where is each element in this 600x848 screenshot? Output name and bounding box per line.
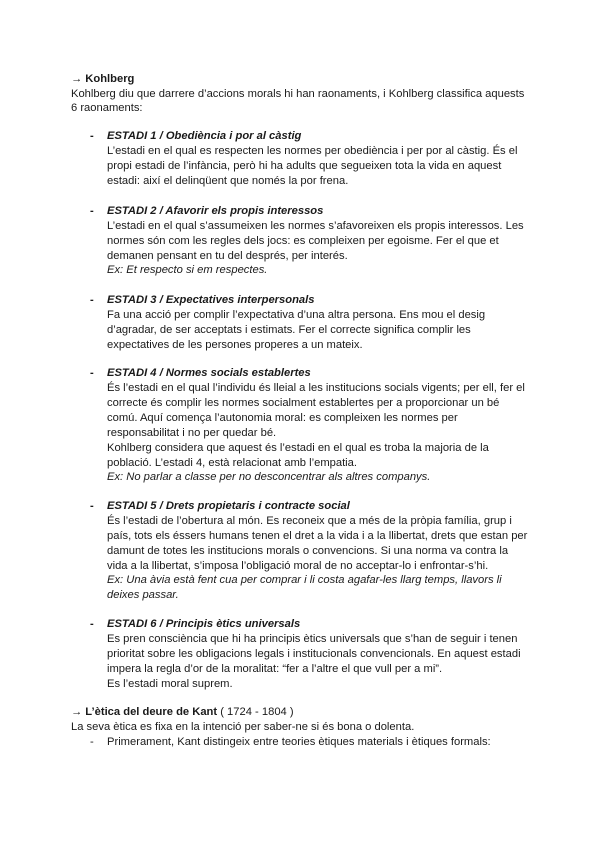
bullet-dash: - [90, 500, 94, 512]
stage-6-text: impera la regla d’or de la moralitat: “fer a l’altre el que vull per a mi”. [107, 663, 443, 675]
stage-2-title: ESTADI 2 / Afavorir els propis interessos [107, 205, 324, 217]
stage-1-text: L’estadi en el qual es respecten les normes per obediència i per por al càstig. És el [107, 145, 518, 157]
stage-2-example: Ex: Et respecto si em respectes. [107, 264, 268, 276]
stage-4-title: ESTADI 4 / Normes socials establertes [107, 367, 311, 379]
stage-4-text: població. L’estadi 4, està relacionat amb l’empatia. [107, 457, 358, 469]
bullet-dash: - [90, 205, 94, 217]
stage-1-text: estadi: així el delinqüent que només la por frena. [107, 175, 349, 187]
stage-4-example: Ex: No parlar a classe per no desconcentrar als altres companys. [107, 471, 431, 483]
stage-4-text: comú. Aquí comença l’autonomia moral: es compleixen les normes per [107, 412, 458, 424]
stage-6-text: Es pren consciència que hi ha principis ètics universals que s’han de seguir i tenen [107, 633, 518, 645]
stage-4-text: Kohlberg considera que aquest és l’estadi en el qual es troba la majoria de la [107, 442, 489, 454]
kohlberg-title: Kohlberg [85, 73, 135, 85]
stage-4-text: responsabilitat i no per quedar bé. [107, 427, 277, 439]
kant-years: ( 1724 - 1804 ) [217, 706, 294, 718]
stage-3-text: expectatives de les persones properes a un mateix. [107, 339, 363, 351]
stage-6-text: Es l’estadi moral suprem. [107, 678, 233, 690]
stage-5-text: vida a la llibertat, s’imposa l’obligació moral de no acceptar-lo i enfrontar-s’hi. [107, 560, 489, 572]
kant-item: Primerament, Kant distingeix entre teories ètiques materials i ètiques formals: [107, 736, 491, 748]
kohlberg-intro-line-1: Kohlberg diu que darrere d’accions morals hi han raonaments, i Kohlberg classifica aquests [71, 88, 525, 100]
stage-4-text: És l’estadi en el qual l’individu és lleial a les institucions socials vigents; per ell, fer el [107, 382, 525, 394]
stage-6-text: prioritat sobre les obligacions legals i institucionals convencionals. En aquest estadi [107, 648, 521, 660]
kant-heading [71, 705, 294, 720]
stage-3-text: Fa una acció per complir l’expectativa d’una altra persona. Ens mou el desig [107, 309, 486, 321]
stage-2-text: L’estadi en el qual s’assumeixen les normes s’afavoreixen els propis interessos. Les [107, 220, 524, 232]
stage-5-text: país, tots els éssers humans tenen el dret a la vida i a la llibertat, drets que estan per [107, 530, 528, 542]
stage-6-title: ESTADI 6 / Principis ètics universals [107, 618, 301, 630]
bullet-dash: - [90, 294, 94, 306]
stage-2-text: demanen pensant en tu del després, per interés. [107, 250, 348, 262]
bullet-dash: - [90, 130, 94, 142]
stage-3-text: d’agradar, de ser acceptats i estimats. Fer el correcte significa complir les [107, 324, 471, 336]
stage-4-text: correcte és complir les normes socialment establertes per a proporcionar un bé [107, 397, 500, 409]
stage-5-example: Ex: Una àvia està fent cua per comprar i li costa agafar-les llarg temps, llavors li [107, 574, 502, 586]
arrow-icon: → [71, 706, 83, 718]
stage-1-text: propi estadi de l’infància, però hi ha adults que segueixen tota la vida en aquest [107, 160, 502, 172]
kant-title: L’ètica del deure de Kant [85, 706, 218, 718]
stage-5-text: damunt de totes les institucions morals o convencions. Si una norma va contra la [107, 545, 509, 557]
arrow-icon: → [71, 73, 83, 85]
stage-5-title: ESTADI 5 / Drets propietaris i contracte social [107, 500, 350, 512]
stage-5-example: deixes passar. [107, 589, 179, 601]
stage-2-text: normes són com les regles dels jocs: es compleixen per egoisme. Fer el que et [107, 235, 499, 247]
kohlberg-heading [71, 72, 134, 87]
stage-3-title: ESTADI 3 / Expectatives interpersonals [107, 294, 315, 306]
kohlberg-intro-line-2: 6 raonaments: [71, 102, 143, 114]
stage-5-text: És l’estadi de l’obertura al món. Es reconeix que a més de la pròpia família, grup i [107, 515, 512, 527]
kant-intro: La seva ètica es fixa en la intenció per saber-ne si és bona o dolenta. [71, 721, 415, 733]
bullet-dash: - [90, 618, 94, 630]
bullet-dash: - [90, 367, 94, 379]
bullet-dash: - [90, 736, 94, 748]
stage-1-title: ESTADI 1 / Obediència i por al càstig [107, 130, 302, 142]
